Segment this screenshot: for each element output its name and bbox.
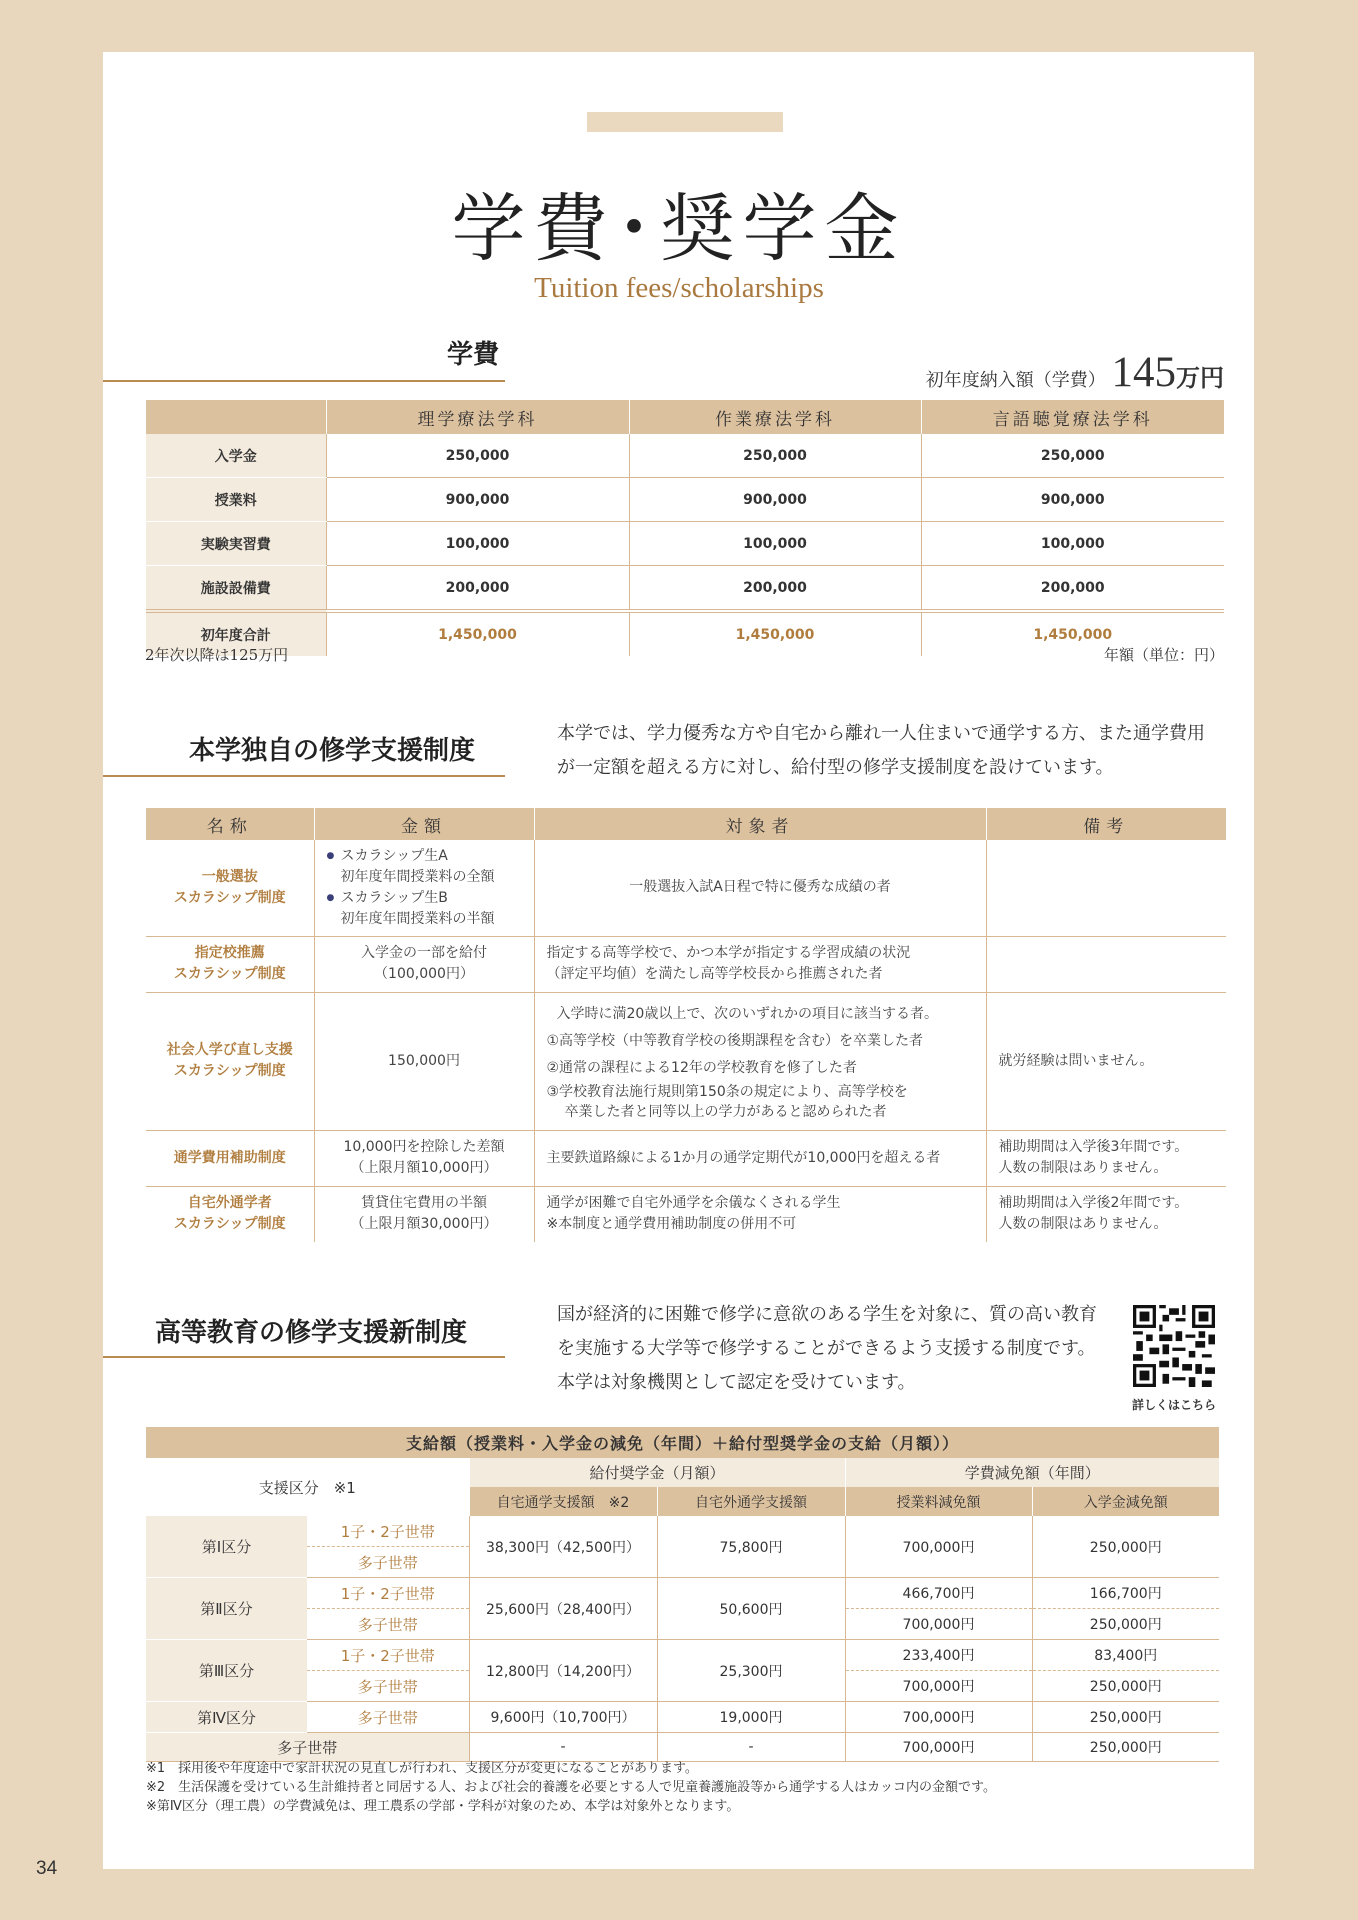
- tuition-header-row: [146, 400, 1224, 434]
- tuition-reduction: 700,000円: [845, 1671, 1032, 1702]
- household-type: 多子世帯: [307, 1547, 469, 1578]
- first-year-amount: 145: [1111, 349, 1176, 396]
- support-amount: [314, 1186, 534, 1242]
- support-name-line: 自宅外通学者: [187, 1195, 272, 1212]
- support-name-line: スカラシップ制度: [173, 1216, 286, 1233]
- support-name-line: スカラシップ制度: [173, 889, 286, 906]
- support-col-name: 名称: [146, 808, 314, 840]
- home-amount: 38,300円（42,500円）: [469, 1516, 657, 1578]
- category-label: 第Ⅳ区分: [146, 1702, 307, 1733]
- target-line: （評定平均値）を満たし高等学校長から推薦された者: [546, 966, 883, 982]
- cell-value: 200,000: [921, 566, 1224, 612]
- tuition-heading-rule: [103, 380, 505, 382]
- support-name-line: 指定校推薦: [194, 945, 265, 961]
- note-line: 補助期間は入学後2年間です。: [998, 1195, 1189, 1212]
- support-amount: [314, 840, 534, 936]
- total-value: 1,450,000: [921, 611, 1224, 656]
- first-year-total: [926, 348, 1224, 397]
- category-label: 第Ⅱ区分: [146, 1578, 307, 1640]
- tuition-table: [146, 400, 1224, 656]
- category-label: 第Ⅲ区分: [146, 1640, 307, 1702]
- support-row: [146, 936, 1226, 992]
- tuition-row: [146, 522, 1224, 566]
- cell-value: 250,000: [921, 434, 1224, 478]
- new-system-intro-line: 国が経済的に困難で修学に意欲のある学生を対象に、質の高い教育: [557, 1304, 1097, 1325]
- away-amount: 50,600円: [657, 1578, 845, 1640]
- support-col-target: 対象者: [534, 808, 986, 840]
- support-amount: [314, 1130, 534, 1186]
- support-name-line: スカラシップ制度: [173, 1063, 286, 1079]
- target-line: 通学が困難で自宅外通学を余儀なくされる学生: [546, 1195, 841, 1212]
- first-year-label: 初年度納入額（学費）: [925, 370, 1106, 391]
- table-title-row: [146, 1427, 1219, 1458]
- amount-item: 初年度年間授業料の全額: [340, 868, 495, 885]
- note-line: 人数の制限はありません。: [998, 1160, 1168, 1176]
- new-system-table: [146, 1427, 1219, 1762]
- total-value: 1,450,000: [629, 611, 921, 656]
- support-amount: 150,000円: [314, 992, 534, 1130]
- row-label: 実験実習費: [146, 522, 326, 566]
- support-intro: [557, 717, 1237, 785]
- category-label: 多子世帯: [146, 1733, 469, 1762]
- target-line: 指定する高等学校で、かつ本学が指定する学習成績の状況: [546, 945, 911, 961]
- support-name: [146, 1186, 314, 1242]
- support-intro-line: が一定額を超える方に対し、給付型の修学支援制度を設けています。: [557, 757, 1114, 778]
- target-line: 卒業した者と同等以上の学力があると認められた者: [564, 1103, 887, 1120]
- amount-line: （上限月額10,000円）: [350, 1160, 498, 1176]
- cell-value: 250,000: [629, 434, 921, 478]
- row-label: 授業料: [146, 478, 326, 522]
- household-type: 多子世帯: [307, 1702, 469, 1733]
- category-label: 第Ⅰ区分: [146, 1516, 307, 1578]
- cell-value: 200,000: [629, 566, 921, 612]
- new-system-heading: 高等教育の修学支援新制度: [155, 1318, 468, 1348]
- new-system-intro: [557, 1298, 1127, 1400]
- household-type: 1子・2子世帯: [307, 1516, 469, 1547]
- total-label: 初年度合計: [146, 611, 326, 656]
- page-title: 学費･奨学金: [451, 186, 907, 272]
- support-name: [146, 992, 314, 1130]
- table-title: 支給額（授業料・入学金の減免（年間）＋給付型奨学金の支給（月額））: [146, 1427, 1219, 1458]
- amount-line: 10,000円を控除した差額: [343, 1139, 505, 1155]
- col-entry: 入学金減免額: [1032, 1487, 1219, 1516]
- cell-value: 900,000: [326, 478, 629, 522]
- group-scholarship: 給付奨学金（月額）: [469, 1458, 845, 1487]
- entry-reduction: 83,400円: [1032, 1640, 1219, 1671]
- support-target: 主要鉄道路線による1か月の通学定期代が10,000円を超える者: [534, 1130, 986, 1186]
- away-amount: -: [657, 1733, 845, 1762]
- support-row: [146, 840, 1226, 936]
- table-row: [146, 1702, 1219, 1733]
- tuition-reduction: 700,000円: [845, 1733, 1032, 1762]
- support-heading: 本学独自の修学支援制度: [189, 736, 476, 766]
- support-name-line: 一般選抜: [201, 868, 258, 885]
- first-year-unit: 万円: [1176, 363, 1224, 392]
- target-line: ②通常の課程による12年の学校教育を修了した者: [546, 1059, 857, 1076]
- amount-item: ● スカラシップ生A: [337, 846, 522, 867]
- cell-value: 100,000: [629, 522, 921, 566]
- group-reduction: 学費減免額（年間）: [845, 1458, 1219, 1487]
- support-category-header: 支援区分 ※1: [146, 1458, 469, 1516]
- table-row: [146, 1640, 1219, 1671]
- support-name-line: スカラシップ制度: [173, 966, 286, 982]
- support-table: [146, 808, 1226, 1242]
- footnote: ※第Ⅳ区分（理工農）の学費減免は、理工農系の学部・学科が対象のため、本学は対象外となります。: [146, 1799, 740, 1814]
- tuition-heading: 学費: [447, 340, 500, 370]
- row-label: 施設設備費: [146, 566, 326, 612]
- note-line: 補助期間は入学後3年間です。: [998, 1139, 1189, 1155]
- tuition-reduction: 700,000円: [845, 1516, 1032, 1578]
- col-away: 自宅外通学支援額: [657, 1487, 845, 1516]
- support-note: [986, 1186, 1226, 1242]
- amount-line: 入学金の一部を給付: [361, 945, 487, 961]
- household-type: 1子・2子世帯: [307, 1640, 469, 1671]
- title-decoration-bar: [587, 112, 783, 132]
- qr-code-icon[interactable]: [1133, 1305, 1215, 1387]
- entry-reduction: 250,000円: [1032, 1733, 1219, 1762]
- support-amount: [314, 936, 534, 992]
- table-row: [146, 1516, 1219, 1547]
- entry-reduction: 250,000円: [1032, 1516, 1219, 1578]
- support-heading-rule: [103, 775, 505, 777]
- target-line: ③学校教育法施行規則第150条の規定により、高等学校を: [546, 1083, 908, 1100]
- support-name: [146, 840, 314, 936]
- away-amount: 75,800円: [657, 1516, 845, 1578]
- support-header-row: [146, 808, 1226, 840]
- support-intro-line: 本学では、学力優秀な方や自宅から離れ一人住まいで通学する方、また通学費用: [557, 723, 1205, 744]
- page-number: 34: [36, 1858, 58, 1879]
- support-target: [534, 1186, 986, 1242]
- support-target: [534, 936, 986, 992]
- support-note: [986, 840, 1226, 936]
- footnote: ※2 生活保護を受けている生計維持者と同居する人、および社会的養護を必要とする人で児童養護施設等から通学する人はカッコ内の金額です。: [146, 1780, 996, 1795]
- household-type: 1子・2子世帯: [307, 1578, 469, 1609]
- amount-line: （100,000円）: [374, 966, 474, 982]
- cell-value: 900,000: [921, 478, 1224, 522]
- home-amount: 12,800円（14,200円）: [469, 1640, 657, 1702]
- amount-item: 初年度年間授業料の半額: [340, 910, 495, 927]
- tuition-note-left: 2年次以降は125万円: [145, 646, 289, 664]
- total-value: 1,450,000: [326, 611, 629, 656]
- support-note: 就労経験は問いません。: [986, 992, 1226, 1130]
- cell-value: 900,000: [629, 478, 921, 522]
- cell-value: 250,000: [326, 434, 629, 478]
- support-target: [534, 992, 986, 1130]
- support-note: [986, 1130, 1226, 1186]
- away-amount: 19,000円: [657, 1702, 845, 1733]
- home-amount: 25,600円（28,400円）: [469, 1578, 657, 1640]
- tuition-col-ot: 作業療法学科: [629, 400, 921, 434]
- support-note: [986, 936, 1226, 992]
- amount-line: （上限月額30,000円）: [350, 1216, 498, 1233]
- new-system-heading-rule: [103, 1356, 505, 1358]
- home-amount: -: [469, 1733, 657, 1762]
- support-row: [146, 992, 1226, 1130]
- new-system-intro-line: を実施する大学等で修学することができるよう支援する制度です。: [557, 1338, 1096, 1359]
- cell-value: 200,000: [326, 566, 629, 612]
- tuition-reduction: 700,000円: [845, 1609, 1032, 1640]
- tuition-col-st: 言語聴覚療法学科: [921, 400, 1224, 434]
- cell-value: 100,000: [326, 522, 629, 566]
- support-name: [146, 936, 314, 992]
- entry-reduction: 250,000円: [1032, 1609, 1219, 1640]
- away-amount: 25,300円: [657, 1640, 845, 1702]
- support-row: [146, 1186, 1226, 1242]
- target-line: ※本制度と通学費用補助制度の併用不可: [546, 1216, 797, 1233]
- support-col-note: 備考: [986, 808, 1226, 840]
- support-target: 一般選抜入試A日程で特に優秀な成績の者: [534, 840, 986, 936]
- note-line: 人数の制限はありません。: [998, 1216, 1168, 1233]
- amount-line: 賃貸住宅費用の半額: [361, 1195, 487, 1212]
- home-amount: 9,600円（10,700円）: [469, 1702, 657, 1733]
- tuition-row: [146, 434, 1224, 478]
- new-system-intro-line: 本学は対象機関として認定を受けています。: [557, 1372, 916, 1393]
- support-col-amount: 金額: [314, 808, 534, 840]
- footnotes: [146, 1759, 996, 1816]
- amount-item: ● スカラシップ生B: [337, 888, 522, 909]
- support-name: 通学費用補助制度: [146, 1130, 314, 1186]
- entry-reduction: 166,700円: [1032, 1578, 1219, 1609]
- col-tuition: 授業料減免額: [845, 1487, 1032, 1516]
- target-line: 入学時に満20歳以上で、次のいずれかの項目に該当する者。: [556, 1005, 939, 1022]
- qr-label: 詳しくはこちら: [1132, 1398, 1217, 1412]
- tuition-header-blank: [146, 400, 326, 434]
- tuition-row: [146, 478, 1224, 522]
- table-row: [146, 1578, 1219, 1609]
- tuition-reduction: 233,400円: [845, 1640, 1032, 1671]
- tuition-reduction: 700,000円: [845, 1702, 1032, 1733]
- row-label: 入学金: [146, 434, 326, 478]
- table-row: [146, 1733, 1219, 1762]
- page-subtitle: Tuition fees/scholarships: [534, 272, 824, 304]
- group-header-row: [146, 1458, 1219, 1487]
- household-type: 多子世帯: [307, 1609, 469, 1640]
- support-row: [146, 1130, 1226, 1186]
- support-name-line: 社会人学び直し支援: [166, 1042, 293, 1058]
- entry-reduction: 250,000円: [1032, 1671, 1219, 1702]
- tuition-total-row: [146, 611, 1224, 656]
- col-home: 自宅通学支援額 ※2: [469, 1487, 657, 1516]
- tuition-note-right: 年額（単位：円）: [1103, 646, 1224, 664]
- footnote: ※1 採用後や年度途中で家計状況の見直しが行われ、支援区分が変更になることがあります。: [146, 1761, 698, 1776]
- tuition-col-pt: 理学療法学科: [326, 400, 629, 434]
- tuition-row: [146, 566, 1224, 612]
- entry-reduction: 250,000円: [1032, 1702, 1219, 1733]
- target-line: ①高等学校（中等教育学校の後期課程を含む）を卒業した者: [546, 1032, 924, 1049]
- cell-value: 100,000: [921, 522, 1224, 566]
- tuition-reduction: 466,700円: [845, 1578, 1032, 1609]
- household-type: 多子世帯: [307, 1671, 469, 1702]
